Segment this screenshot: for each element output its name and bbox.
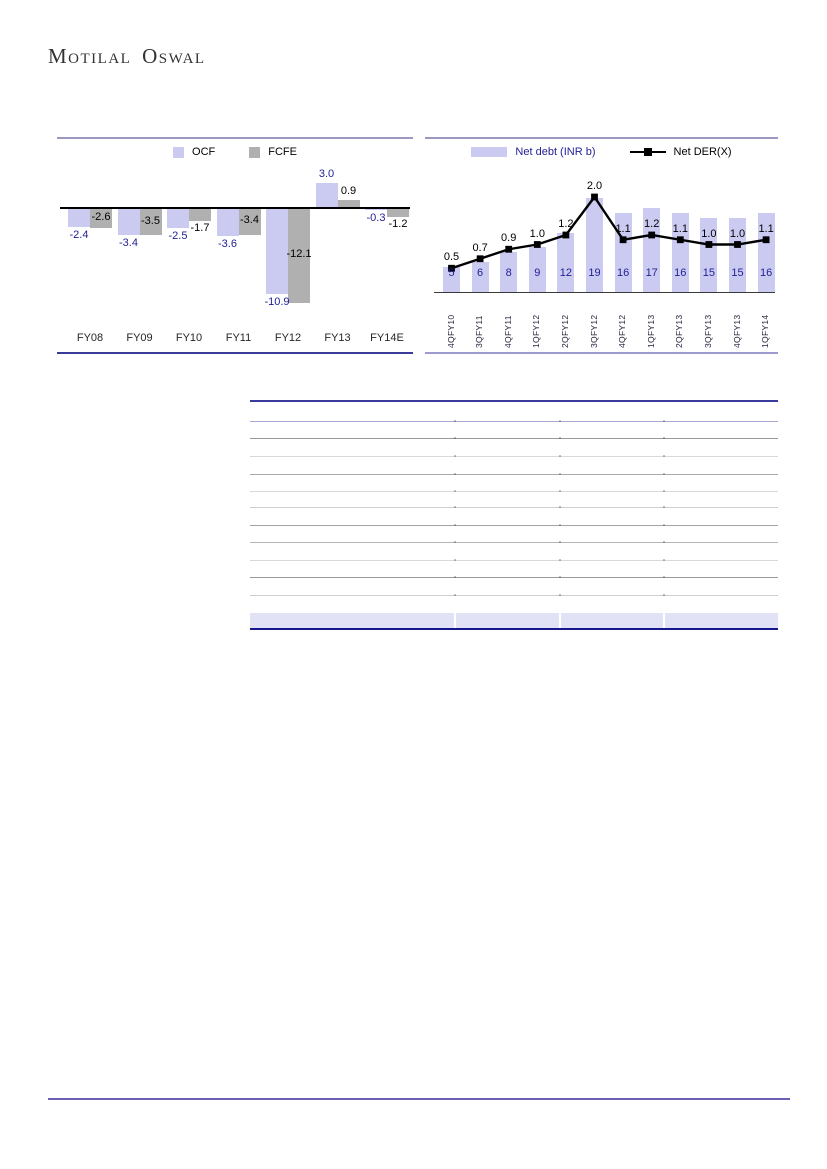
bar-value-label: 5 [448, 267, 455, 279]
value-label: -1.2 [388, 218, 408, 231]
ocf-legend-label: OCF [192, 146, 216, 158]
column-tick [559, 594, 561, 596]
bar-value-label: 12 [559, 267, 573, 279]
column-tick [663, 559, 665, 561]
category-label: 1QFY13 [645, 314, 656, 348]
value-label: -2.5 [168, 229, 188, 242]
line-marker-icon [706, 241, 713, 248]
category-label: 1QFY12 [531, 314, 542, 348]
line-marker-icon [563, 232, 570, 239]
category-label: FY11 [225, 332, 252, 344]
value-label: -1.7 [190, 222, 210, 235]
line-value-label: 1.0 [729, 227, 746, 240]
column-tick [454, 473, 456, 475]
net-debt-plot [425, 137, 778, 354]
category-label: FY08 [76, 332, 104, 344]
line-marker-icon [477, 255, 484, 262]
line-value-label: 1.0 [529, 227, 545, 240]
fcfe-legend-label: FCFE [268, 146, 297, 158]
table-row [250, 458, 778, 475]
footer-rule [48, 1098, 790, 1100]
fcfe-legend-swatch-icon [249, 147, 260, 158]
bar-value-label: 8 [505, 267, 512, 279]
net-der-legend-label: Net DER(X) [673, 146, 732, 158]
x-axis-line [60, 207, 410, 209]
line-marker-icon [620, 236, 627, 243]
column-tick [663, 524, 665, 526]
bar-value-label: 16 [674, 267, 687, 279]
bar [338, 200, 360, 207]
table-row [250, 527, 778, 543]
net-debt-chart [425, 137, 778, 354]
category-label: 3QFY11 [474, 315, 485, 348]
column-tick [559, 490, 561, 492]
category-label: 3QFY12 [588, 314, 599, 348]
net-debt-legend-swatch-icon [471, 147, 507, 157]
cash-flow-legend [57, 146, 413, 158]
table-row [250, 597, 778, 613]
line-value-label: 0.7 [472, 241, 488, 254]
value-label: -3.5 [141, 214, 160, 227]
column-tick [663, 594, 665, 596]
column-tick [559, 506, 561, 508]
category-label: 3QFY13 [702, 314, 713, 348]
table-row [250, 579, 778, 596]
line-value-label: 0.5 [443, 251, 460, 264]
column-tick [454, 559, 456, 561]
net-der-legend-marker-icon [630, 148, 666, 157]
line-marker-icon [677, 236, 684, 243]
line-value-label: 2.0 [586, 180, 603, 192]
bar-value-label: 15 [702, 267, 716, 279]
column-tick [559, 576, 561, 578]
bar-value-label: 16 [616, 267, 630, 279]
table-total-row [250, 613, 778, 628]
line-marker-icon [534, 241, 541, 248]
column-tick [559, 473, 561, 475]
line-marker-icon [648, 232, 655, 239]
column-tick [454, 420, 456, 422]
category-label: FY10 [175, 332, 203, 344]
column-tick [454, 524, 456, 526]
table-row [250, 440, 778, 457]
bar-value-label: 15 [731, 267, 744, 279]
line-marker-icon [734, 241, 741, 248]
table-row [250, 493, 778, 508]
category-label: 4QFY10 [445, 314, 456, 348]
line-value-label: 1.1 [758, 222, 774, 235]
bar-value-label: 9 [534, 267, 541, 279]
column-tick [454, 541, 456, 543]
category-label: FY09 [126, 332, 153, 344]
cash-flow-chart [57, 137, 413, 354]
column-divider [559, 613, 561, 628]
table-row [250, 423, 778, 439]
value-label: -10.9 [264, 295, 290, 308]
table-row [250, 476, 778, 492]
net-debt-legend-label: Net debt (INR b) [515, 146, 596, 158]
value-label: 0.9 [340, 184, 357, 197]
value-label: 3.0 [318, 168, 335, 181]
column-tick [559, 420, 561, 422]
category-label: 2QFY13 [674, 314, 685, 348]
table-row [250, 544, 778, 561]
value-label: -3.6 [218, 238, 237, 251]
column-tick [454, 594, 456, 596]
bar-value-label: 6 [477, 267, 484, 279]
column-tick [663, 455, 665, 457]
table-bottom-rule [250, 628, 778, 630]
column-tick [663, 437, 665, 439]
table-row [250, 562, 778, 578]
column-divider [663, 613, 665, 628]
chart-bottom-rule [57, 352, 413, 354]
category-label: FY13 [324, 332, 351, 344]
ocf-legend-swatch-icon [173, 147, 184, 158]
line-value-label: 0.9 [501, 232, 517, 245]
column-tick [663, 490, 665, 492]
value-label: -3.4 [240, 214, 259, 227]
column-tick [559, 437, 561, 439]
table-row [250, 402, 778, 422]
column-tick [663, 576, 665, 578]
category-label: FY14E [370, 332, 404, 344]
bar-value-label: 17 [645, 267, 658, 279]
column-tick [559, 524, 561, 526]
category-label: 1QFY14 [760, 314, 771, 348]
column-tick [559, 559, 561, 561]
line-value-label: 1.0 [701, 227, 717, 240]
column-tick [454, 437, 456, 439]
line-value-label: 1.1 [672, 222, 688, 235]
category-label: 2QFY12 [559, 314, 570, 348]
table-row [250, 509, 778, 526]
bar [189, 208, 211, 221]
column-tick [663, 473, 665, 475]
column-tick [663, 420, 665, 422]
net-debt-legend [425, 146, 778, 158]
column-tick [454, 576, 456, 578]
cash-flow-plot [57, 137, 413, 354]
category-label: FY12 [274, 332, 302, 344]
value-label: -2.4 [69, 228, 89, 241]
value-label: -3.4 [119, 236, 138, 249]
column-tick [559, 541, 561, 543]
column-tick [663, 541, 665, 543]
bar-value-label: 16 [759, 267, 773, 279]
column-tick [454, 490, 456, 492]
value-label: -2.6 [91, 211, 111, 224]
line-marker-icon [591, 194, 598, 201]
column-tick [559, 455, 561, 457]
category-label: 4QFY11 [502, 315, 513, 348]
column-tick [454, 506, 456, 508]
line-marker-icon [505, 246, 512, 253]
column-divider [454, 613, 456, 628]
line-value-label: 1.1 [615, 222, 631, 235]
category-label: 4QFY13 [731, 314, 742, 348]
value-label: -12.1 [286, 248, 312, 261]
brand-logo: Motilal Oswal [48, 44, 206, 68]
line-value-label: 1.2 [644, 218, 660, 230]
line-marker-icon [763, 236, 770, 243]
financial-table [250, 400, 778, 630]
bar-value-label: 19 [588, 267, 601, 279]
category-label: 4QFY12 [617, 314, 628, 348]
value-label: -0.3 [366, 212, 386, 225]
line-value-label: 1.2 [558, 218, 574, 230]
column-tick [454, 455, 456, 457]
column-tick [663, 506, 665, 508]
